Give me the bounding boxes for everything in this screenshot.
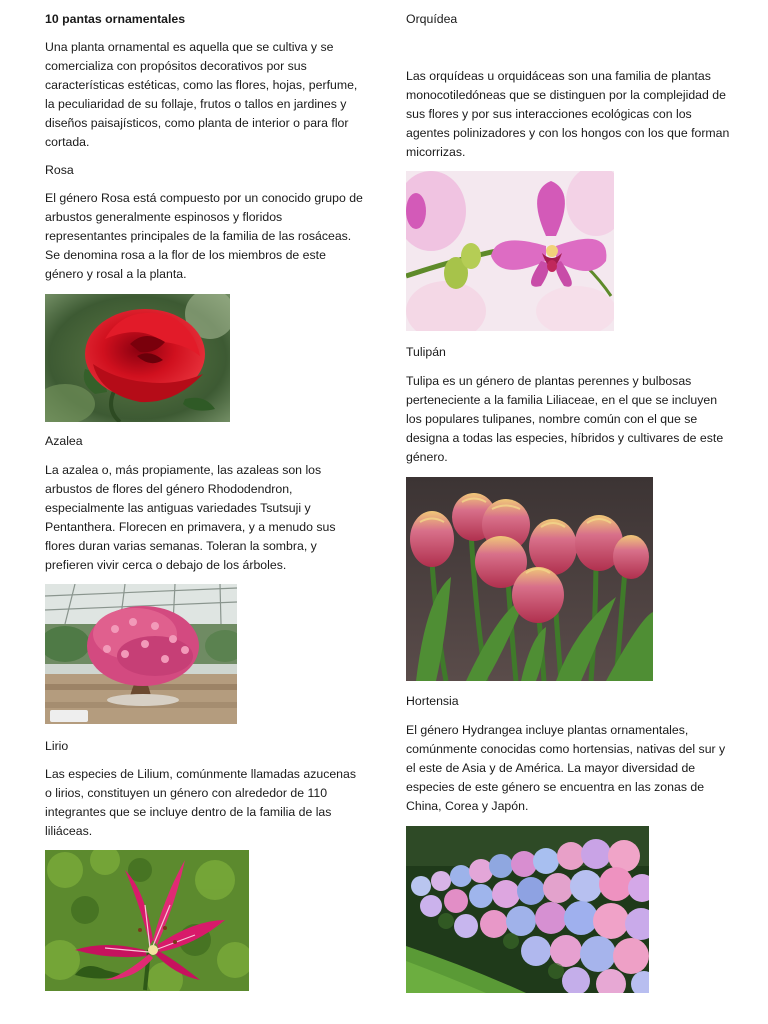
rose-photo xyxy=(45,294,230,422)
rosa-heading: Rosa xyxy=(45,163,74,177)
intro-paragraph: Una planta ornamental es aquella que se cultiva y se comercializa con propósitos decorativos por sus características estéticas, como las flores, hojas, perfume, la peculiaridad de su follaje, frutos o tallos en jardines y diseños paisajísticos, como planta de interior o para flor cortada. xyxy=(45,40,358,149)
orquidea-description: Las orquídeas u orquidáceas son una familia de plantas monocotiledóneas que se distinguen por la complejidad de sus flores y por sus interacciones ecológicas con los agentes polinizadores y con los hongos con los que forman micorrizas. xyxy=(406,69,730,159)
tulipan-heading: Tulipán xyxy=(406,345,446,359)
azalea-photo xyxy=(45,584,237,724)
orchid-photo xyxy=(406,171,614,331)
azalea-heading: Azalea xyxy=(45,434,83,448)
azalea-description: La azalea o, más propiamente, las azaleas son los arbustos de flores del género Rhododendron, especialmente las antiguas variedades Tsutsuji y Pentanthera. Florecen en primavera, y a menudo sus flores duran varias semanas. Toleran la sombra, y prefieren vivir cerca o debajo de los árboles. xyxy=(45,463,336,572)
lirio-description: Las especies de Lilium, comúnmente llamadas azucenas o lirios, constituyen un género con alrededor de 110 integrantes que se incluye dentro de la familia de las liliáceas. xyxy=(45,767,357,838)
tulip-photo xyxy=(406,477,653,681)
document-title: 10 pantas ornamentales xyxy=(45,12,186,26)
hortensia-heading: Hortensia xyxy=(406,694,459,708)
tulipan-description: Tulipa es un género de plantas perennes y bulbosas perteneciente a la familia Liliaceae, en el que se incluyen los populares tulipanes, nombre común con el que se designa a todas las especies, híbridos y cultivares de este género. xyxy=(406,374,724,464)
hortensia-description: El género Hydrangea incluye plantas ornamentales, comúnmente conocidas como hortensias, nativas del sur y el este de Asia y de América. La mayor diversidad de especies de este género se encuentra en las zonas de China, Corea y Japón. xyxy=(406,723,726,813)
rosa-description: El género Rosa está compuesto por un conocido grupo de arbustos generalmente espinosos y floridos representantes principales de la familia de las rosáceas. Se denomina rosa a la flor de los miembros de este género y rosal a la planta. xyxy=(45,191,363,281)
lily-photo xyxy=(45,850,249,991)
orquidea-heading: Orquídea xyxy=(406,12,458,26)
hydrangea-photo xyxy=(406,826,649,993)
lirio-heading: Lirio xyxy=(45,739,69,753)
